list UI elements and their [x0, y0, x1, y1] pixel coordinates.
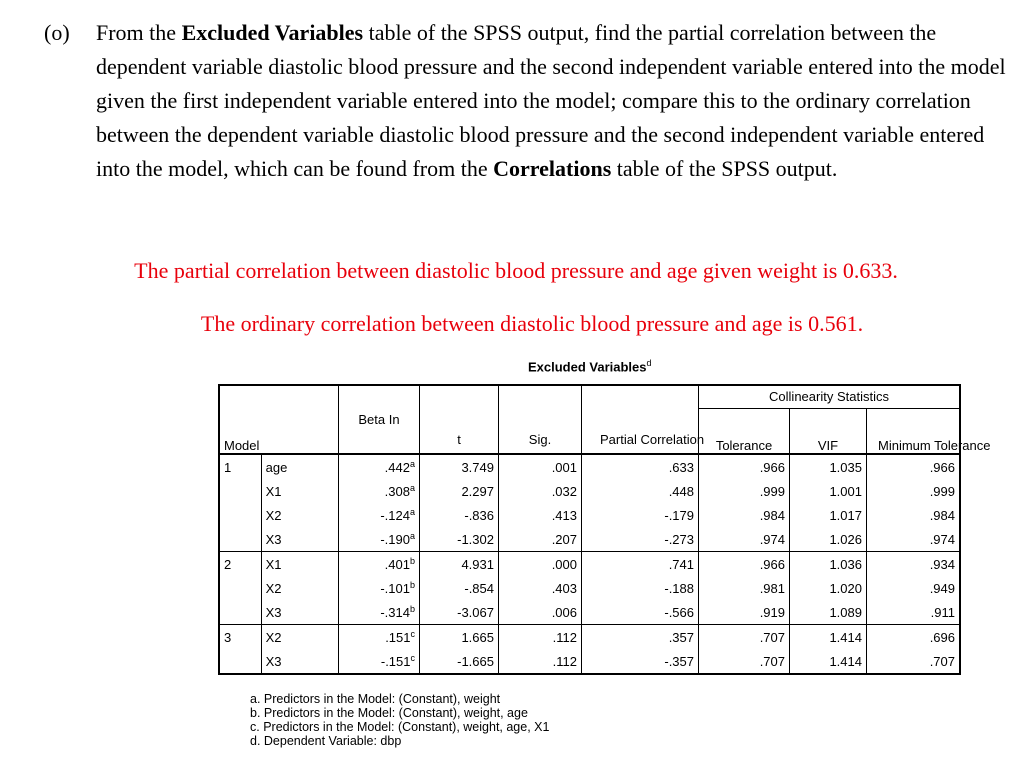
cell-variable: age	[261, 454, 338, 479]
cell-t: 2.297	[420, 479, 499, 503]
cell-variable: X2	[261, 576, 338, 600]
cell-partial-correlation: .741	[582, 552, 699, 577]
cell-vif: 1.017	[790, 503, 867, 527]
beta-value: .442	[384, 460, 410, 475]
cell-tolerance: .974	[699, 527, 790, 552]
header-sig: Sig.	[499, 385, 582, 454]
cell-sig: .032	[499, 479, 582, 503]
cell-minimum-tolerance: .984	[867, 503, 961, 527]
cell-variable: X3	[261, 649, 338, 674]
table-body	[219, 454, 960, 674]
cell-model: 1	[219, 454, 261, 479]
cell-variable: X3	[261, 600, 338, 625]
cell-beta-in	[339, 552, 420, 577]
table-row	[219, 552, 960, 577]
cell-minimum-tolerance: .934	[867, 552, 961, 577]
cell-tolerance: .984	[699, 503, 790, 527]
cell-partial-correlation: .448	[582, 479, 699, 503]
beta-value: -.101	[380, 581, 410, 596]
cell-tolerance: .919	[699, 600, 790, 625]
cell-model	[219, 479, 261, 503]
footnote-marker: a	[409, 531, 415, 541]
cell-partial-correlation: -.566	[582, 600, 699, 625]
question-text-segment: table of the SPSS output.	[611, 156, 838, 181]
answer-partial-correlation: The partial correlation between diastolic blood pressure and age given weight is 0.633.	[134, 258, 898, 283]
footnote-marker: c	[410, 653, 415, 663]
table-row	[219, 527, 960, 552]
cell-sig: .403	[499, 576, 582, 600]
footnote-marker: c	[410, 629, 415, 639]
answer-ordinary-correlation: The ordinary correlation between diastolic blood pressure and age is 0.561.	[200, 311, 864, 336]
beta-value: -.124	[380, 508, 410, 523]
cell-variable: X2	[261, 625, 338, 650]
cell-minimum-tolerance: .999	[867, 479, 961, 503]
cell-t: -3.067	[420, 600, 499, 625]
table-row	[219, 454, 960, 479]
cell-partial-correlation: .633	[582, 454, 699, 479]
cell-t: 3.749	[420, 454, 499, 479]
table-row	[219, 649, 960, 674]
footnote-marker: a	[409, 483, 415, 493]
cell-tolerance: .981	[699, 576, 790, 600]
cell-beta-in	[339, 625, 420, 650]
cell-model	[219, 649, 261, 674]
header-model: Model	[219, 385, 339, 454]
cell-sig: .112	[499, 625, 582, 650]
question-bold-term: Excluded Variables	[181, 20, 364, 45]
cell-tolerance: .966	[699, 454, 790, 479]
table-row	[219, 479, 960, 503]
cell-variable: X2	[261, 503, 338, 527]
cell-beta-in	[339, 527, 420, 552]
cell-model	[219, 503, 261, 527]
cell-beta-in	[339, 600, 420, 625]
cell-tolerance: .707	[699, 649, 790, 674]
cell-model	[219, 576, 261, 600]
cell-t: 4.931	[420, 552, 499, 577]
beta-value: .308	[384, 484, 410, 499]
cell-minimum-tolerance: .911	[867, 600, 961, 625]
cell-model	[219, 600, 261, 625]
header-t: t	[420, 385, 499, 454]
header-partial-correlation	[582, 385, 705, 454]
cell-minimum-tolerance: .974	[867, 527, 961, 552]
footnote: a. Predictors in the Model: (Constant), weight	[250, 692, 501, 706]
cell-partial-correlation: -.273	[582, 527, 699, 552]
cell-partial-correlation: -.188	[582, 576, 699, 600]
table-title	[528, 358, 652, 374]
cell-sig: .112	[499, 649, 582, 674]
footnote: d. Dependent Variable: dbp	[250, 734, 402, 748]
table-title-sup: d	[646, 358, 652, 368]
cell-model: 3	[219, 625, 261, 650]
header-collinearity-statistics: Collinearity Statistics	[699, 385, 961, 409]
cell-tolerance: .707	[699, 625, 790, 650]
question-text	[96, 16, 1011, 186]
question-bold-term: Correlations	[493, 156, 612, 181]
footnote: c. Predictors in the Model: (Constant), weight, age, X1	[250, 720, 550, 734]
beta-value: -.314	[380, 605, 410, 620]
cell-minimum-tolerance: .949	[867, 576, 961, 600]
cell-sig: .001	[499, 454, 582, 479]
footnote-marker: b	[409, 556, 415, 566]
cell-model: 2	[219, 552, 261, 577]
cell-vif: 1.035	[790, 454, 867, 479]
footnote-marker: b	[409, 580, 415, 590]
cell-vif: 1.026	[790, 527, 867, 552]
cell-beta-in	[339, 576, 420, 600]
cell-sig: .006	[499, 600, 582, 625]
header-vif: VIF	[790, 409, 867, 455]
cell-minimum-tolerance: .707	[867, 649, 961, 674]
cell-vif: 1.020	[790, 576, 867, 600]
cell-sig: .207	[499, 527, 582, 552]
cell-model	[219, 527, 261, 552]
cell-variable: X1	[261, 552, 338, 577]
cell-beta-in	[339, 479, 420, 503]
cell-variable: X3	[261, 527, 338, 552]
header-tolerance: Tolerance	[699, 409, 790, 455]
header-partial-correlation-text: Partial Correlation	[600, 432, 705, 447]
cell-minimum-tolerance: .966	[867, 454, 961, 479]
cell-beta-in	[339, 649, 420, 674]
cell-partial-correlation: .357	[582, 625, 699, 650]
question-text-segment: table of the SPSS output, find the partial correlation between the dependent variable diastolic blood pressure and the second independent variable entered into the model given the first independent variable entered into the model; compare this to the ordinary correlation between the dependent variable diastolic blood pressure and the second independent variable entered into the model, which can be found from the	[96, 20, 1006, 181]
cell-tolerance: .966	[699, 552, 790, 577]
beta-value: -.190	[380, 532, 410, 547]
table-row	[219, 503, 960, 527]
table-title-text: Excluded Variables	[528, 359, 647, 375]
cell-t: -.836	[420, 503, 499, 527]
cell-vif: 1.001	[790, 479, 867, 503]
table-footnotes	[250, 692, 549, 748]
excluded-variables-table	[218, 384, 991, 675]
cell-vif: 1.036	[790, 552, 867, 577]
cell-partial-correlation: -.179	[582, 503, 699, 527]
cell-beta-in	[339, 454, 420, 479]
footnote-marker: a	[409, 459, 415, 469]
cell-vif: 1.414	[790, 649, 867, 674]
footnote-marker: b	[409, 604, 415, 614]
header-beta-in: Beta In	[339, 385, 420, 454]
table-row	[219, 625, 960, 650]
table-row	[219, 576, 960, 600]
cell-vif: 1.089	[790, 600, 867, 625]
cell-sig: .413	[499, 503, 582, 527]
cell-t: 1.665	[420, 625, 499, 650]
footnote: b. Predictors in the Model: (Constant), weight, age	[250, 706, 528, 720]
beta-value: -.151	[380, 654, 411, 669]
cell-partial-correlation: -.357	[582, 649, 699, 674]
cell-variable: X1	[261, 479, 338, 503]
cell-tolerance: .999	[699, 479, 790, 503]
cell-t: -1.665	[420, 649, 499, 674]
table-row	[219, 600, 960, 625]
beta-value: .151	[385, 630, 411, 645]
cell-beta-in	[339, 503, 420, 527]
cell-sig: .000	[499, 552, 582, 577]
footnote-marker: a	[409, 507, 415, 517]
question-text-segment: From the	[96, 20, 182, 45]
beta-value: .401	[384, 557, 410, 572]
cell-t: -.854	[420, 576, 499, 600]
header-minimum-tolerance-text: Minimum Tolerance	[878, 438, 991, 453]
header-minimum-tolerance	[867, 409, 991, 455]
question-label: (o)	[44, 20, 70, 45]
cell-vif: 1.414	[790, 625, 867, 650]
cell-minimum-tolerance: .696	[867, 625, 961, 650]
cell-t: -1.302	[420, 527, 499, 552]
